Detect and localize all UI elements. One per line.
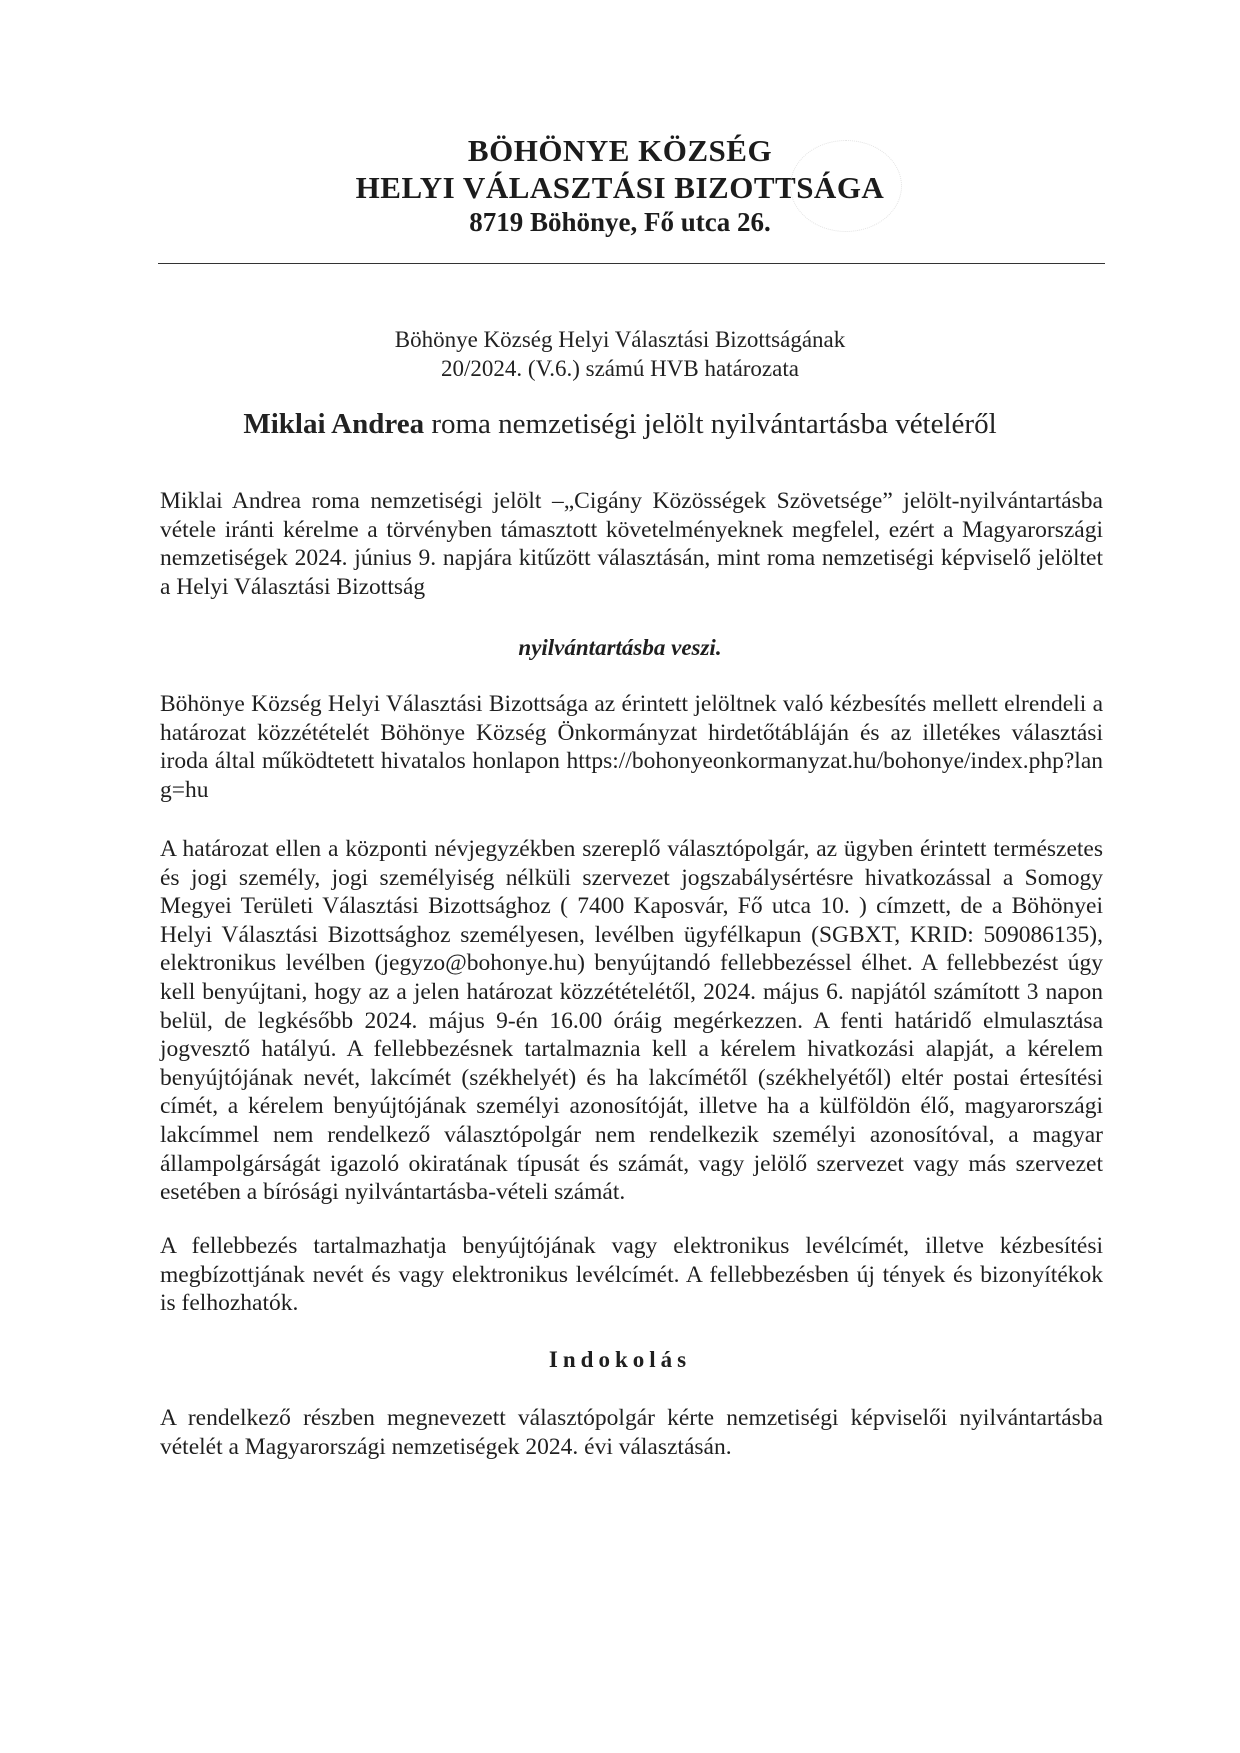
resolution-issuer: Böhönye Község Helyi Választási Bizottságának — [394, 327, 846, 352]
website-link[interactable]: https://bohonyeonkormanyzat.hu/bohonye/index.php?lang=hu — [160, 748, 1104, 803]
committee-name-line1: BÖHÖNYE KÖZSÉG — [467, 133, 773, 168]
paragraph-appeal: A határozat ellen a központi névjegyzékben szereplő választópolgár, az ügyben érintett természetes és jogi személy, jogi személyiség nélküli szervezet jogszabálysértésre hivatkozással a Somogy Megyei Területi Választási Bizottsághoz ( 7400 Kaposvár, Fő utca 10. ) címzett, de a Böhönyei Helyi Választási Bizottsághoz személyesen, levélben ügyfélkapun (SGBXT, KRID: 509086135), elektronikus levélben (jegyzo@bohonye.hu) benyújtandó fellebbezéssel élhet. A fellebbezést úgy kell benyújtani, hogy az a jelen határozat közzétételétől, 2024. május 6. napjától számított 3 napon belül, de legkésőbb 2024. május 9-én 16.00 óráig megérkezzen. A fenti határidő elmulasztása jogvesztő hatályú. A fellebbezésnek tartalmaznia kell a kérelem hivatkozási alapját, a kérelem benyújtójának nevét, lakcímét (székhelyét) és ha lakcímétől (székhelyétől) eltér postai értesítési címét, a kérelem benyújtójának személyi azonosítóját, illetve ha a külföldön élő, magyarországi lakcímmel nem rendelkező választópolgár nem rendelkezik személyi azonosítóval, a magyar állampolgárságát igazoló okiratának típusát és számát, vagy jelölő szervezet vagy más szervezet esetében a bírósági nyilvántartásba-vételi számát. — [160, 836, 1103, 1206]
paragraph-publication — [160, 690, 1103, 804]
resolution-number: 20/2024. (V.6.) számú HVB határozata — [441, 356, 799, 381]
committee-name-line2: HELYI VÁLASZTÁSI BIZOTTSÁGA — [355, 170, 885, 205]
resolution-title — [0, 408, 1240, 441]
publication-text: Böhönye Község Helyi Választási Bizottsága az érintett jelöltnek való kézbesítés mellett elrendeli a határozat közzétételét Böhönye Község Önkormányzat hirdetőtábláján és az illetékes választási iroda által működtetett hivatalos honlapon — [160, 691, 1103, 775]
decision-statement: nyilvántartásba veszi. — [518, 635, 722, 660]
candidate-name: Miklai Andrea — [243, 408, 425, 440]
paragraph-reasoning: A rendelkező részben megnevezett választópolgár kérte nemzetiségi képviselői nyilvántartásba vételét a Magyarországi nemzetiségek 2024. évi választásán. — [160, 1405, 1103, 1460]
stamp-mark — [790, 140, 902, 232]
paragraph-candidate: Miklai Andrea roma nemzetiségi jelölt –„Cigány Közösségek Szövetsége” jelölt-nyilvántartásba vétele iránti kérelme a törvényben támasztott követelményeknek megfelel, ezért a Magyarországi nemzetiségek 2024. június 9. napjára kitűzött választásán, mint roma nemzetiségi képviselő jelöltet a Helyi Választási Bizottság — [160, 488, 1103, 600]
committee-address: 8719 Böhönye, Fő utca 26. — [469, 207, 771, 237]
paragraph-appeal-content: A fellebbezés tartalmazhatja benyújtójának vagy elektronikus levélcímét, illetve kézbesítési megbízottjának nevét és vagy elektronikus levélcímét. A fellebbezésben új tények és bizonyítékok is felhozhatók. — [160, 1233, 1103, 1317]
resolution-title-rest: roma nemzetiségi jelölt nyilvántartásba vételéről — [424, 408, 997, 440]
header-divider — [158, 263, 1105, 264]
reasoning-heading: Indokolás — [548, 1347, 692, 1372]
